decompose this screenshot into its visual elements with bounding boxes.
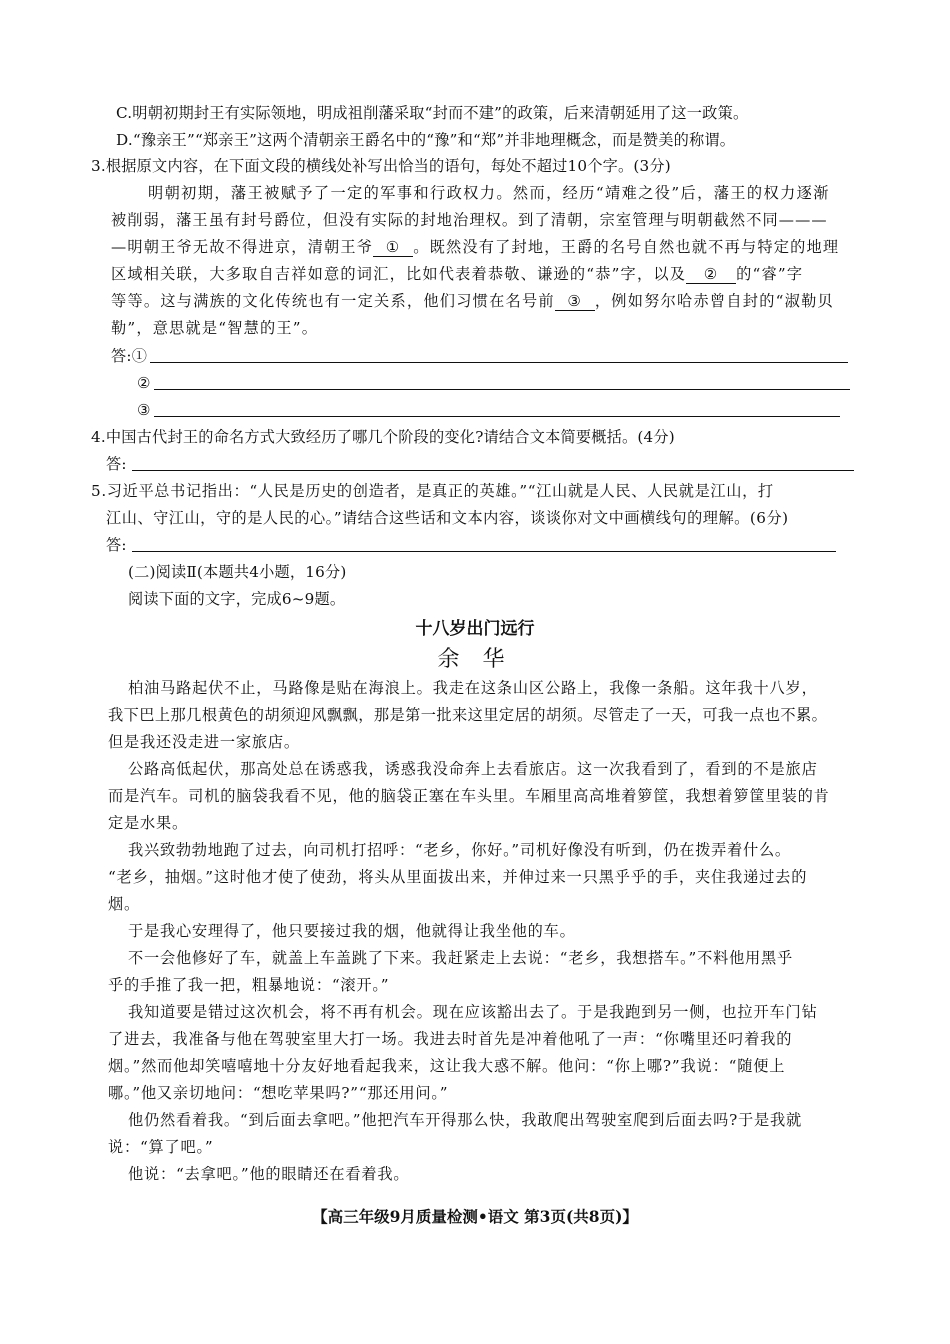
story-line: 烟。 bbox=[108, 895, 140, 913]
story-line: 于是我心安理得了，他只要接过我的烟，他就得让我坐他的车。 bbox=[128, 922, 576, 940]
q3-passage-line: 明朝初期，藩王被赋予了一定的军事和行政权力。然而，经历“靖难之役”后，藩王的权力逐渐 bbox=[148, 184, 830, 202]
story-author: 余 华 bbox=[437, 647, 513, 672]
option-c: C.明朝初期封王有实际领地，明成祖削藩采取“封而不建”的政策，后来清朝延用了这一政策。 bbox=[116, 104, 749, 122]
q3-text: —明朝王爷无故不得进京，清朝王爷 bbox=[111, 238, 374, 256]
q4-stem: 4.中国古代封王的命名方式大致经历了哪几个阶段的变化?请结合文本简要概括。(4分) bbox=[91, 428, 675, 446]
story-line: 他说：“去拿吧。”他的眼睛还在看着我。 bbox=[128, 1165, 410, 1183]
story-line: 公路高低起伏，那高处总在诱惑我，诱惑我没命奔上去看旅店。这一次我看到了，看到的不是旅店 bbox=[128, 760, 818, 778]
q3-passage-line bbox=[111, 237, 839, 257]
q3-text: 的“睿”字 bbox=[736, 265, 804, 283]
q5-answer-label: 答: bbox=[106, 536, 127, 554]
story-line: 说：“算了吧。” bbox=[108, 1138, 214, 1156]
story-line: 柏油马路起伏不止，马路像是贴在海浪上。我走在这条山区公路上，我像一条船。这年我十八岁， bbox=[128, 679, 818, 697]
q3-answer-line-3[interactable] bbox=[154, 416, 840, 417]
q3-answer-label-2: ② bbox=[137, 374, 151, 392]
fill-blank-2[interactable]: ② bbox=[686, 266, 736, 284]
option-d: D.“豫亲王”“郑亲王”这两个清朝亲王爵名中的“豫”和“郑”并非地理概念，而是赞美的称谓。 bbox=[116, 131, 736, 149]
story-line: 乎的手推了我一把，粗暴地说：“滚开。” bbox=[108, 976, 390, 994]
story-line: 不一会他修好了车，就盖上车盖跳了下来。我赶紧走上去说：“老乡，我想搭车。”不料他用黑乎 bbox=[128, 949, 794, 967]
q3-answer-label-3: ③ bbox=[137, 401, 151, 419]
q5-stem: 江山、守江山，守的是人民的心。”请结合这些话和文本内容，谈谈你对文中画横线句的理解。(6分) bbox=[106, 509, 789, 527]
q3-text: ，例如努尔哈赤曾自封的“淑勒贝 bbox=[594, 292, 834, 310]
story-line: 烟。”然而他却笑嘻嘻地十分友好地看起我来，这让我大惑不解。他问：“你上哪?”我说：“随便上 bbox=[108, 1057, 786, 1075]
q3-answer-line-1[interactable] bbox=[150, 362, 848, 363]
q5-stem: 5.习近平总书记指出：“人民是历史的创造者，是真正的英雄。”“江山就是人民、人民就是江山，打 bbox=[91, 482, 774, 500]
story-line: 我知道要是错过这次机会，将不再有机会。现在应该豁出去了。于是我跑到另一侧，也拉开车门钻 bbox=[128, 1003, 818, 1021]
q3-text: 等等。这与满族的文化传统也有一定关系，他们习惯在名号前 bbox=[111, 292, 555, 310]
q3-text: 。既然没有了封地，王爵的名号自然也就不再与特定的地理 bbox=[413, 238, 840, 256]
story-line: “老乡，抽烟。”这时他才使了使劲，将头从里面拔出来，并伸过来一只黑乎乎的手，夹住我递过去的 bbox=[108, 868, 808, 886]
story-line: 但是我还没走进一家旅店。 bbox=[108, 733, 300, 751]
fill-blank-1[interactable]: ① bbox=[373, 239, 413, 257]
story-line: 他仍然看着我。“到后面去拿吧。”他把汽车开得那么快，我敢爬出驾驶室爬到后面去吗?于是我就 bbox=[128, 1111, 802, 1129]
q3-text: 区域相关联，大多取自吉祥如意的词汇，比如代表着恭敬、谦逊的“恭”字，以及 bbox=[111, 265, 687, 283]
section-instruction: 阅读下面的文字，完成6~9题。 bbox=[128, 590, 346, 608]
q3-stem: 3.根据原文内容，在下面文段的横线处补写出恰当的语句，每处不超过10个字。(3分) bbox=[91, 157, 671, 175]
q3-passage-line bbox=[111, 264, 803, 284]
story-line: 我下巴上那几根黄色的胡须迎风飘飘，那是第一批来这里定居的胡须。尽管走了一天，可我一点也不累。 bbox=[108, 706, 828, 724]
section-heading: (二)阅读Ⅱ(本题共4小题，16分) bbox=[128, 563, 347, 581]
q5-answer-line[interactable] bbox=[132, 551, 836, 552]
story-line: 我兴致勃勃地跑了过去，向司机打招呼：“老乡，你好。”司机好像没有听到，仍在拨弄着什么。 bbox=[128, 841, 791, 859]
page-footer: 【高三年级9月质量检测•语文 第3页(共8页)】 bbox=[312, 1207, 638, 1226]
q3-passage-line bbox=[111, 291, 834, 311]
q3-passage-line: 被削弱，藩王虽有封号爵位，但没有实际的封地治理权。到了清朝，宗室管理与明朝截然不同——— bbox=[111, 211, 828, 229]
story-line: 了进去，我准备与他在驾驶室里大打一场。我进去时首先是冲着他吼了一声：“你嘴里还叼着我的 bbox=[108, 1030, 793, 1048]
story-line: 定是水果。 bbox=[108, 814, 188, 832]
q3-answer-label: 答:① bbox=[111, 347, 148, 365]
q4-answer-line[interactable] bbox=[132, 470, 854, 471]
story-line: 哪。”他又亲切地问：“想吃苹果吗?”“那还用问。” bbox=[108, 1084, 449, 1102]
story-line: 而是汽车。司机的脑袋我看不见，他的脑袋正塞在车头里。车厢里高高堆着箩筐，我想着箩筐里装的肯 bbox=[108, 787, 830, 805]
story-title: 十八岁出门远行 bbox=[415, 619, 535, 639]
q3-passage-line: 勒”，意思就是“智慧的王”。 bbox=[111, 319, 319, 337]
q3-answer-line-2[interactable] bbox=[154, 389, 850, 390]
q4-answer-label: 答: bbox=[106, 455, 127, 473]
fill-blank-3[interactable]: ③ bbox=[555, 293, 595, 311]
